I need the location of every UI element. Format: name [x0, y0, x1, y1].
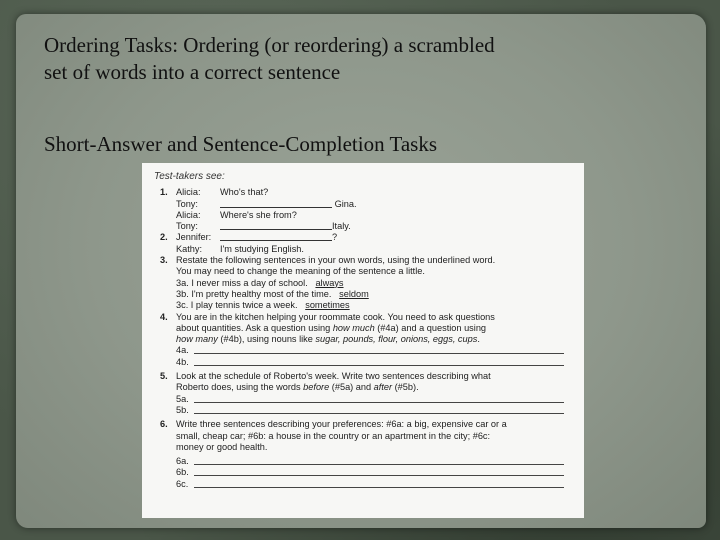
answer-label: 6b.	[176, 467, 189, 478]
instruction-text: Look at the schedule of Roberto's week. Write two sentences describing what	[176, 371, 491, 382]
answer-line-4b	[168, 357, 574, 368]
instruction-text	[168, 334, 574, 345]
dialogue-line	[168, 199, 574, 210]
question-number: 5.	[160, 371, 168, 382]
answer-blank	[194, 456, 564, 465]
instruction-text: You are in the kitchen helping your roommate cook. You need to ask questions	[176, 311, 495, 322]
dialogue-line	[168, 221, 574, 232]
question-number: 3.	[160, 255, 168, 266]
dialogue-line	[168, 232, 574, 243]
question-1	[154, 187, 574, 232]
instruction-text	[168, 382, 574, 393]
question-5	[154, 371, 574, 416]
answer-line-6b	[168, 467, 574, 478]
dialogue-line	[168, 187, 574, 198]
dialogue-text: Italy.	[332, 221, 351, 232]
answer-label: 6c.	[176, 478, 189, 489]
italic-text: before	[303, 382, 330, 393]
italic-text: after	[373, 382, 393, 393]
dialogue-line	[168, 244, 574, 255]
question-number: 4.	[160, 311, 168, 322]
answer-blank	[220, 221, 332, 230]
answer-blank	[194, 479, 564, 488]
instruction-text: You may need to change the meaning of the sentence a little.	[176, 266, 425, 277]
speaker: Kathy:	[176, 243, 203, 254]
answer-blank	[194, 345, 564, 354]
question-number: 6.	[160, 419, 168, 430]
answer-label: 4a.	[176, 345, 189, 356]
sentence-text: 3a. I never miss a day of school.	[176, 277, 308, 288]
instruction-text	[168, 323, 574, 334]
answer-blank	[220, 232, 332, 241]
question-6	[154, 419, 574, 490]
heading-ordering-tasks-line1: Ordering Tasks: Ordering (or reordering) a scrambled	[44, 33, 495, 57]
instruction-text: small, cheap car; #6b: a house in the country or an apartment in the city; #6c:	[176, 430, 491, 441]
instruction-text: Write three sentences describing your preferences: #6a: a big, expensive car or a	[176, 419, 507, 430]
restate-item-3c	[168, 300, 574, 311]
answer-line-5b	[168, 405, 574, 416]
instruction-text: money or good health.	[176, 441, 268, 452]
text: (#4a) and a question using	[374, 322, 487, 333]
instruction-text: Restate the following sentences in your own words, using the underlined word.	[176, 255, 496, 266]
answer-blank	[194, 405, 564, 414]
speaker: Alicia:	[176, 187, 201, 198]
text: Roberto does, using the words	[176, 382, 304, 393]
italic-text: how much	[332, 322, 375, 333]
worksheet-image	[142, 163, 584, 518]
heading-short-answer-tasks: Short-Answer and Sentence-Completion Tasks	[44, 132, 437, 156]
restate-item-3b	[168, 289, 574, 300]
answer-label: 5b.	[176, 404, 189, 415]
dialogue-text: Who's that?	[220, 187, 269, 198]
question-number: 1.	[160, 187, 168, 198]
speaker: Alicia:	[176, 209, 201, 220]
speaker: Jennifer:	[176, 232, 212, 243]
answer-line-6c	[168, 479, 574, 490]
answer-blank	[194, 467, 564, 476]
text: (#5b).	[392, 382, 419, 393]
text: (#5a) and	[329, 382, 374, 393]
answer-label: 5a.	[176, 393, 189, 404]
dialogue-text: Gina.	[334, 198, 357, 209]
speaker: Tony:	[176, 221, 198, 232]
question-number: 2.	[160, 232, 168, 243]
answer-line-6a	[168, 456, 574, 467]
sentence-text: 3b. I'm pretty healthy most of the time.	[176, 288, 332, 299]
dialogue-text: ?	[332, 232, 338, 243]
underlined-word: always	[315, 277, 344, 288]
restate-item-3a	[168, 278, 574, 289]
italic-text: how many	[176, 334, 218, 345]
answer-blank	[194, 394, 564, 403]
question-3	[154, 255, 574, 311]
answer-label: 6a.	[176, 456, 189, 467]
sentence-text: 3c. I play tennis twice a week.	[176, 300, 298, 311]
dialogue-text: I'm studying English.	[220, 243, 304, 254]
answer-blank	[220, 199, 332, 208]
answer-blank	[194, 357, 564, 366]
question-4	[154, 312, 574, 368]
speaker: Tony:	[176, 198, 198, 209]
worksheet-title: Test-takers see:	[154, 171, 225, 182]
answer-label: 4b.	[176, 356, 189, 367]
underlined-word: sometimes	[305, 300, 350, 311]
text: about quantities. Ask a question using	[176, 322, 333, 333]
question-2	[154, 232, 574, 255]
answer-line-4a	[168, 345, 574, 356]
text: .	[477, 334, 480, 345]
answer-line-5a	[168, 394, 574, 405]
dialogue-line	[168, 210, 574, 221]
italic-text: sugar, pounds, flour, onions, eggs, cups	[315, 334, 478, 345]
underlined-word: seldom	[339, 288, 369, 299]
heading-ordering-tasks-line2: set of words into a correct sentence	[44, 60, 341, 84]
dialogue-text: Where's she from?	[220, 209, 297, 220]
text: (#4b), using nouns like	[217, 334, 316, 345]
